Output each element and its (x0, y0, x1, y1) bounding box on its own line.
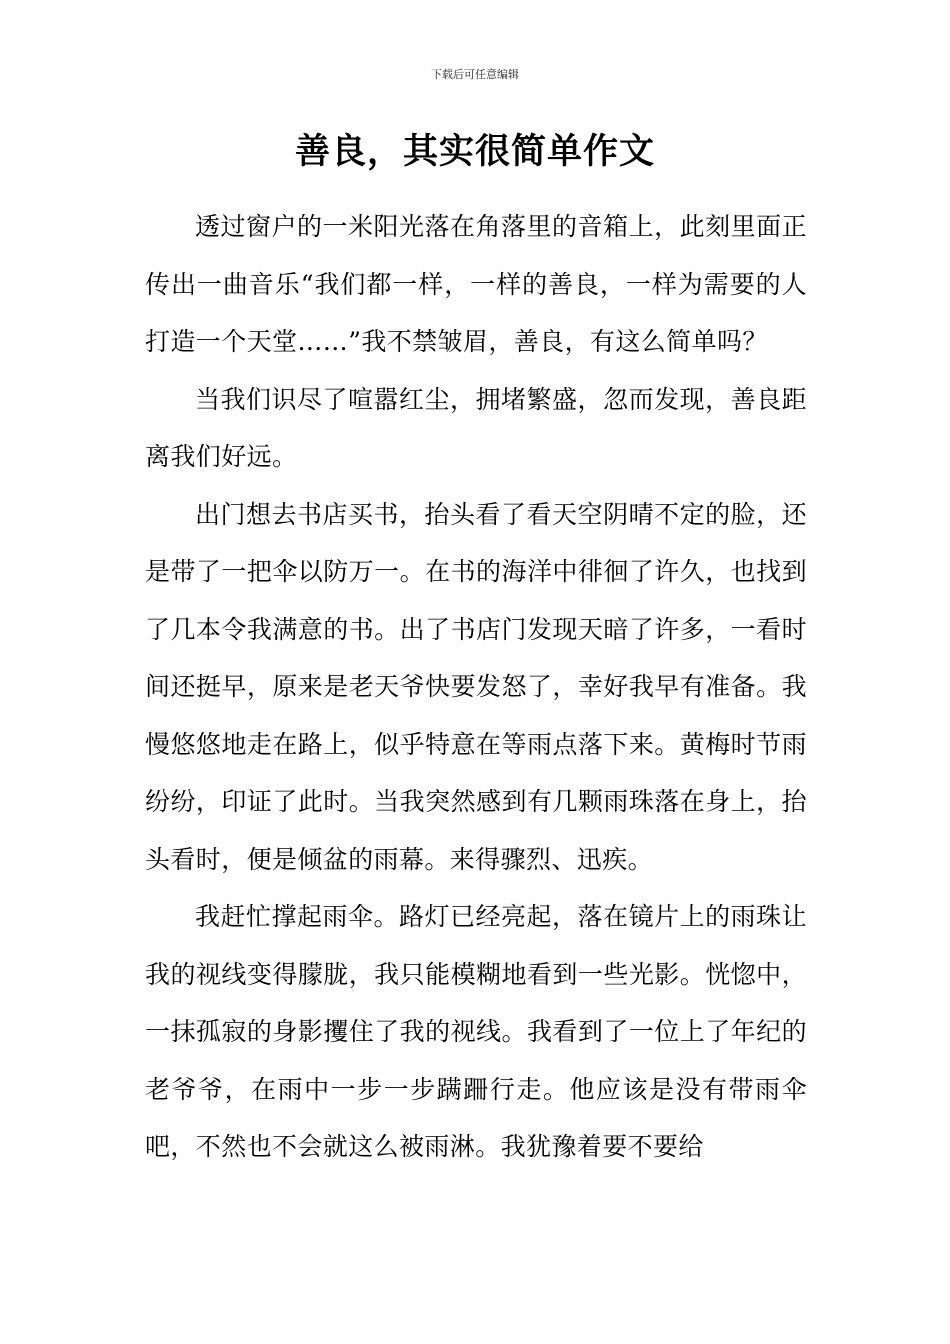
paragraph: 出门想去书店买书，抬头看了看天空阴晴不定的脸，还是带了一把伞以防万一。在书的海洋中徘徊了许久，也找到了几本令我满意的书。出了书店门发现天暗了许多，一看时间还挺早，原来是老天爷快要发怒了，幸好我早有准备。我慢悠悠地走在路上，似乎特意在等雨点落下来。黄梅时节雨纷纷，印证了此时。当我突然感到有几颗雨珠落在身上，抬头看时，便是倾盆的雨幕。来得骤烈、迅疾。 (145, 499, 807, 874)
paragraph: 当我们识尽了喧嚣红尘，拥堵繁盛，忽而发现，善良距离我们好远。 (145, 384, 807, 471)
document-body (145, 198, 807, 1176)
paragraph: 透过窗户的一米阳光落在角落里的音箱上，此刻里面正传出一曲音乐“我们都一样，一样的善良，一样为需要的人打造一个天堂……”我不禁皱眉，善良，有这么简单吗？ (145, 212, 807, 356)
document-title: 善良，其实很简单作文 (294, 132, 655, 172)
page-header-note: 下载后可任意编辑 (431, 68, 519, 81)
paragraph: 我赶忙撑起雨伞。路灯已经亮起，落在镜片上的雨珠让我的视线变得朦胧，我只能模糊地看到一些光影。恍惚中，一抹孤寂的身影攫住了我的视线。我看到了一位上了年纪的老爷爷，在雨中一步一步蹒跚行走。他应该是没有带雨伞吧，不然也不会就这么被雨淋。我犹豫着要不要给 (145, 902, 807, 1161)
